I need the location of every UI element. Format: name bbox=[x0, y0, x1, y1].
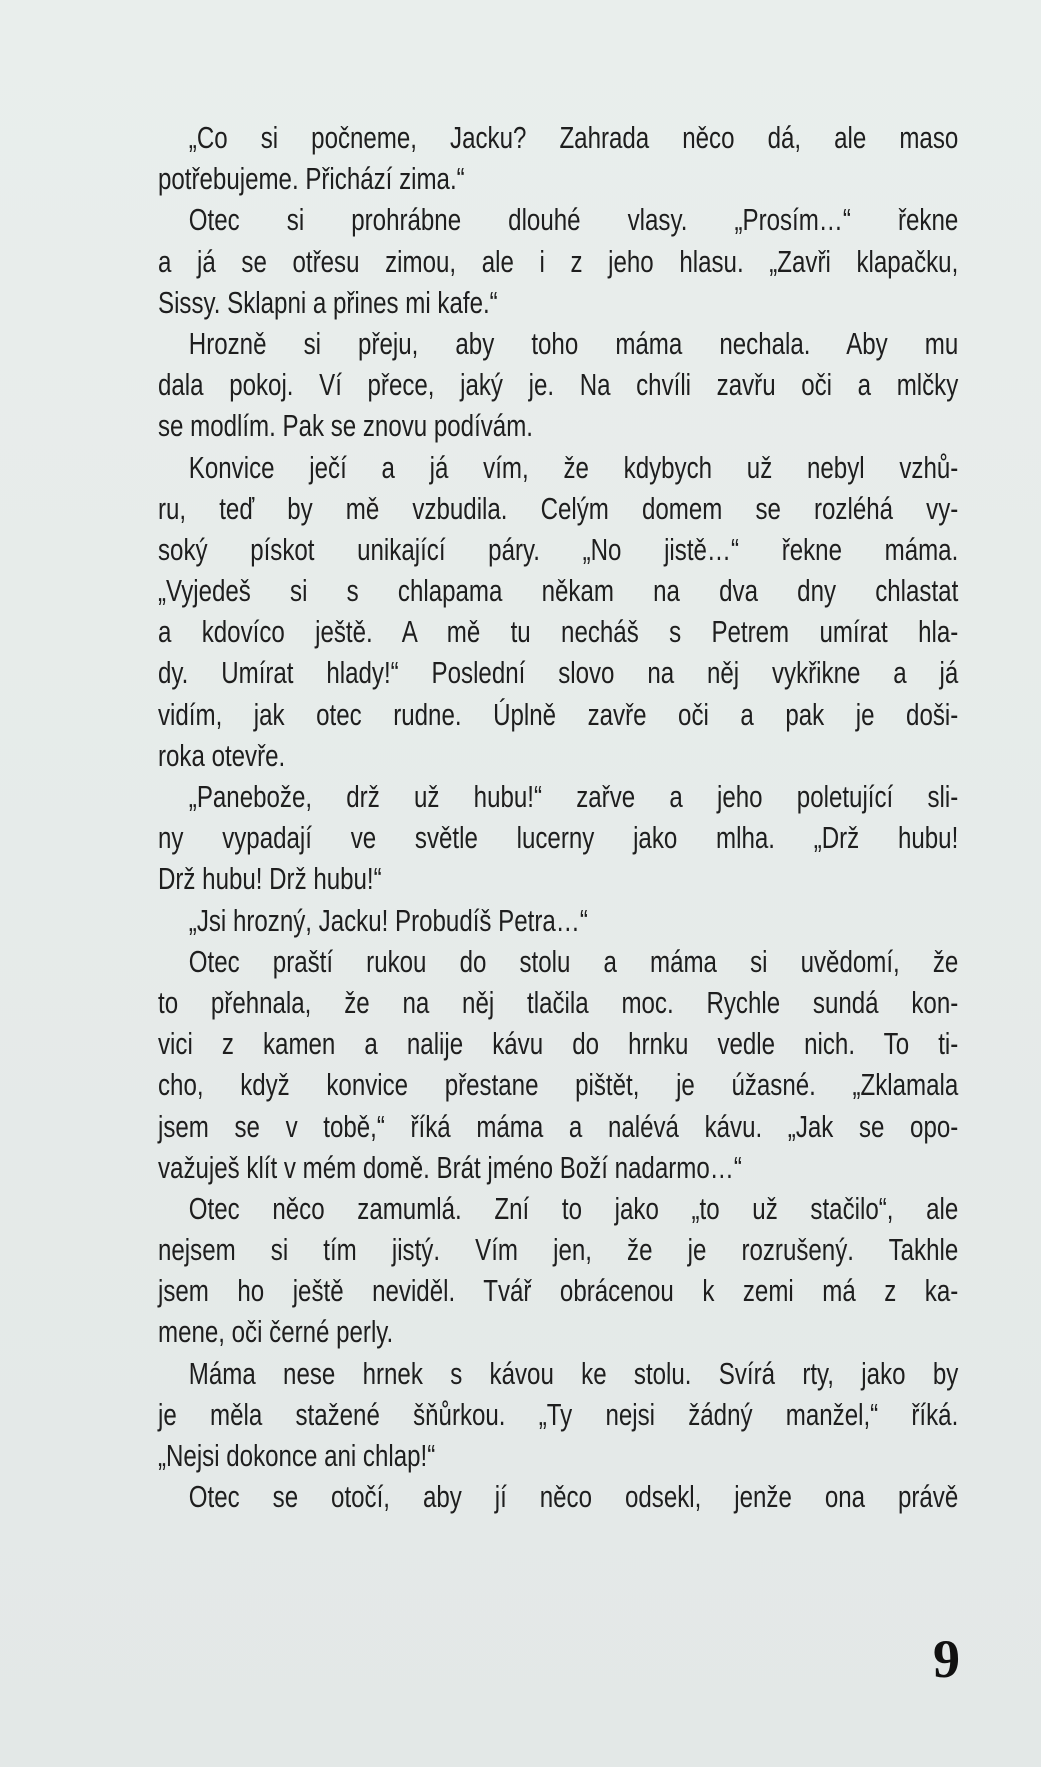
text-line: a já se otřesu zimou, ale i z jeho hlasu. „Zavři klapačku, bbox=[158, 244, 959, 279]
text-line: dy. Umírat hlady!“ Poslední slovo na něj vykřikne a já bbox=[158, 656, 959, 691]
text-line: Otec praští rukou do stolu a máma si uvědomí, že bbox=[188, 944, 959, 979]
text-line: vici z kamen a nalije kávu do hrnku vedle nich. To ti- bbox=[158, 1027, 959, 1062]
text-line: je měla stažené šňůrkou. „Ty nejsi žádný manžel,“ říká. bbox=[158, 1397, 959, 1432]
text-line: važuješ klít v mém domě. Brát jméno Boží nadarmo…“ bbox=[158, 1150, 742, 1185]
text-line: to přehnala, že na něj tlačila moc. Rychle sundá kon- bbox=[158, 985, 959, 1020]
text-line: Otec něco zamumlá. Zní to jako „to už stačilo“, ale bbox=[188, 1191, 959, 1226]
text-line: „Jsi hrozný, Jacku! Probudíš Petra…“ bbox=[188, 903, 588, 938]
page-number: 9 bbox=[933, 1629, 960, 1689]
text-line: ru, teď by mě vzbudila. Celým domem se rozléhá vy- bbox=[158, 491, 959, 526]
text-line: a kdovíco ještě. A mě tu necháš s Petrem umírat hla- bbox=[158, 615, 959, 650]
text-line: Sissy. Sklapni a přines mi kafe.“ bbox=[158, 285, 498, 320]
text-line: „Nejsi dokonce ani chlap!“ bbox=[158, 1439, 436, 1473]
text-line: jsem ho ještě neviděl. Tvář obrácenou k zemi má z ka- bbox=[158, 1274, 959, 1309]
text-line: Hrozně si přeju, aby toho máma nechala. Aby mu bbox=[188, 326, 959, 361]
text-line: Máma nese hrnek s kávou ke stolu. Svírá rty, jako by bbox=[188, 1356, 959, 1391]
text-line: soký pískot unikající páry. „No jistě…“ řekne máma. bbox=[158, 532, 959, 567]
text-line: Otec se otočí, aby jí něco odsekl, jenže ona právě bbox=[188, 1480, 959, 1515]
text-line: ny vypadají ve světle lucerny jako mlha. „Drž hubu! bbox=[158, 821, 959, 856]
body-text bbox=[158, 118, 958, 1518]
text-line: „Vyjedeš si s chlapama někam na dva dny chlastat bbox=[158, 574, 959, 609]
text-line: potřebujeme. Přichází zima.“ bbox=[158, 162, 465, 197]
text-line: Konvice ječí a já vím, že kdybych už nebyl vzhů- bbox=[188, 450, 959, 485]
text-line: cho, když konvice přestane pištět, je úžasné. „Zklamala bbox=[158, 1068, 959, 1103]
text-line: se modlím. Pak se znovu podívám. bbox=[158, 409, 533, 444]
text-line: nejsem si tím jistý. Vím jen, že je rozrušený. Takhle bbox=[158, 1233, 959, 1268]
text-line: roka otevře. bbox=[158, 738, 286, 773]
text-line: jsem se v tobě,“ říká máma a nalévá kávu. „Jak se opo- bbox=[158, 1109, 959, 1144]
text-line: „Co si počneme, Jacku? Zahrada něco dá, ale maso bbox=[188, 121, 959, 155]
text-line: Otec si prohrábne dlouhé vlasy. „Prosím…“ řekne bbox=[188, 203, 959, 238]
text-line: dala pokoj. Ví přece, jaký je. Na chvíli zavřu oči a mlčky bbox=[158, 368, 959, 403]
text-line: „Panebože, drž už hubu!“ zařve a jeho poletující sli- bbox=[188, 780, 959, 814]
text-line: vidím, jak otec rudne. Úplně zavře oči a pak je doši- bbox=[158, 697, 959, 732]
text-line: Drž hubu! Drž hubu!“ bbox=[158, 862, 382, 897]
text-line: mene, oči černé perly. bbox=[158, 1315, 394, 1350]
